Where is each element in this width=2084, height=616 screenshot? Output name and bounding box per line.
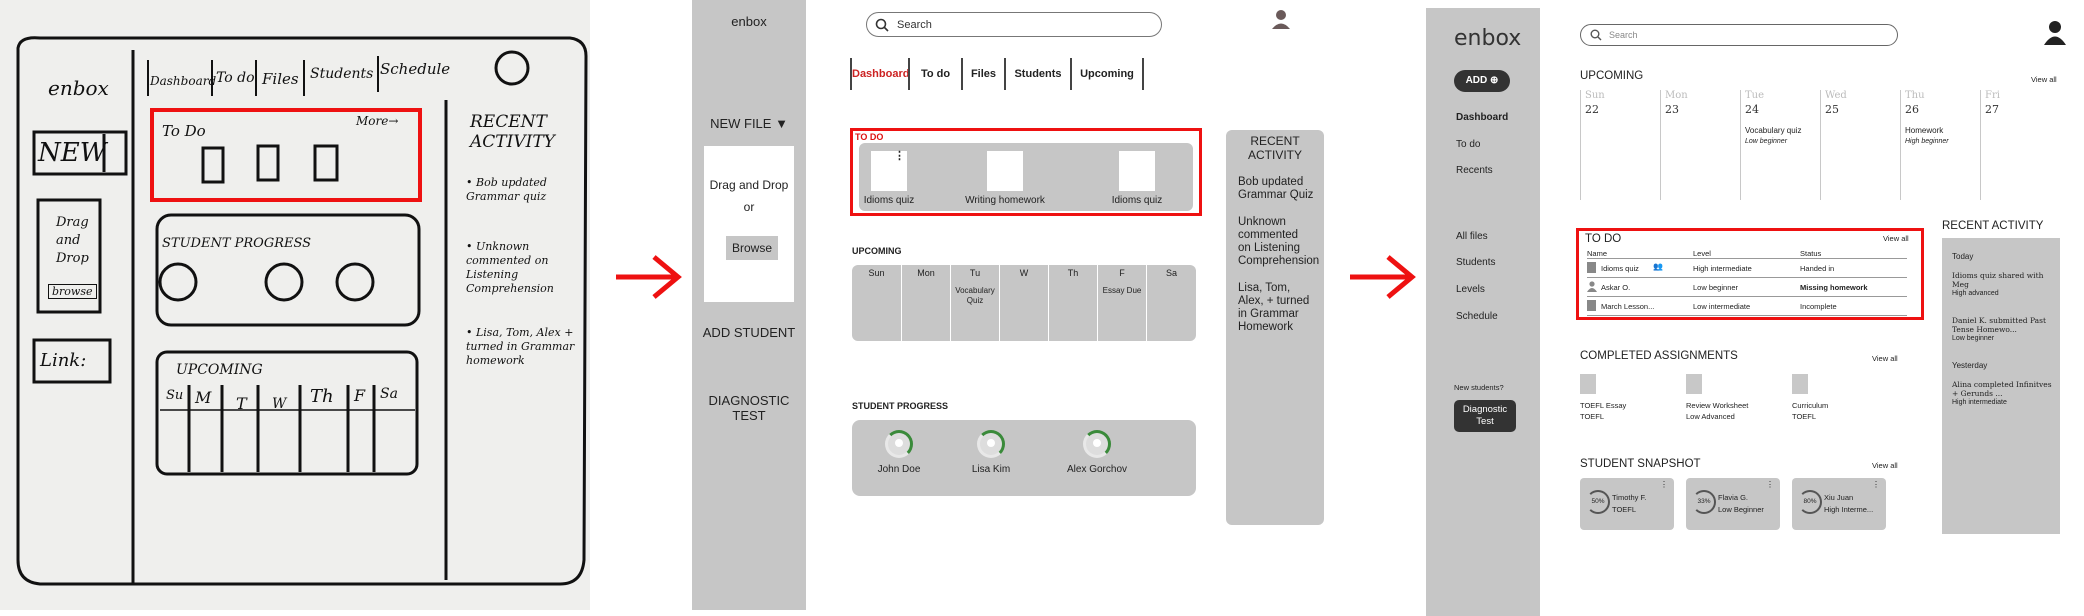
todo-card-label: Idioms quiz bbox=[863, 195, 915, 206]
todo-card[interactable] bbox=[1119, 151, 1155, 191]
sketch-drag-drop: Drag and Drop bbox=[56, 215, 89, 266]
todo-card-label: Writing homework bbox=[965, 195, 1045, 206]
calendar-day[interactable]: Tu Vocabulary Quiz bbox=[950, 265, 999, 341]
todo-title: TO DO bbox=[855, 132, 884, 142]
recent-activity-item[interactable]: Unknown commented on Listening Comprehension bbox=[1238, 216, 1320, 267]
calendar-day[interactable]: F Essay Due bbox=[1097, 265, 1146, 341]
view-all-link[interactable]: View all bbox=[1883, 234, 1909, 243]
sidebar-item-students[interactable]: Students bbox=[1456, 257, 1496, 268]
logo: enbox bbox=[1454, 26, 1522, 51]
todo-cards bbox=[859, 143, 1193, 211]
sidebar-item-dashboard[interactable]: Dashboard bbox=[1456, 112, 1509, 123]
table-header: Name Level Status bbox=[1587, 249, 1907, 259]
plus-circle-icon: ⊕ bbox=[1490, 75, 1499, 86]
sketch-todo: To Do bbox=[162, 122, 206, 140]
drop-zone-or: or bbox=[743, 200, 755, 214]
todo-card[interactable] bbox=[987, 151, 1023, 191]
student-progress-item[interactable]: Lisa Kim bbox=[946, 430, 1036, 475]
logo: enbox bbox=[731, 14, 767, 29]
student-snapshot-title: STUDENT SNAPSHOT bbox=[1580, 458, 1701, 470]
completed-assignment[interactable]: TOEFL Essay TOEFL bbox=[1580, 374, 1626, 422]
new-students-label: New students? bbox=[1454, 383, 1504, 392]
diagnostic-test-button[interactable]: DIAGNOSTIC TEST bbox=[708, 393, 790, 423]
calendar-day[interactable]: Thu 26 Homework High beginner bbox=[1900, 90, 1980, 200]
table-row[interactable]: Askar O. Low beginner Missing homework bbox=[1587, 278, 1907, 297]
recent-activity-title: RECENT ACTIVITY bbox=[1942, 220, 2044, 232]
sketch-new: NEW bbox=[38, 138, 107, 168]
recent-activity bbox=[1226, 130, 1324, 525]
todo-section bbox=[1576, 228, 1924, 320]
search-icon bbox=[875, 18, 889, 32]
recent-activity-item[interactable]: Daniel K. submitted Past Tense Homewo... Low beginner bbox=[1952, 316, 2046, 342]
todo-title: TO DO bbox=[1585, 233, 1622, 245]
sidebar-item-recents[interactable]: Recents bbox=[1456, 165, 1493, 176]
tab-files[interactable]: Files bbox=[961, 58, 1004, 90]
sketch-day: T bbox=[236, 394, 247, 413]
diagnostic-test-button[interactable]: Diagnostic Test bbox=[1454, 400, 1516, 432]
more-options-icon[interactable]: ⋮ bbox=[1872, 480, 1880, 489]
student-snapshot-card[interactable]: 50% Timothy F. TOEFL ⋮ bbox=[1580, 478, 1674, 530]
drop-zone-label: Drag and Drop bbox=[709, 178, 789, 192]
add-button[interactable]: ADD ⊕ bbox=[1454, 70, 1510, 92]
sketch-progress: STUDENT PROGRESS bbox=[162, 236, 312, 251]
tab-todo[interactable]: To do bbox=[908, 58, 961, 90]
search-placeholder: Search bbox=[897, 19, 932, 31]
table-row[interactable]: March Lesson... Low intermediate Incomplete bbox=[1587, 297, 1907, 316]
more-options-icon[interactable]: ⋮ bbox=[894, 150, 905, 162]
recent-activity-item[interactable]: Lisa, Tom, Alex, + turned in Grammar Homework bbox=[1238, 282, 1310, 333]
todo-table bbox=[1587, 249, 1907, 316]
document-icon bbox=[1587, 262, 1596, 273]
mockup-panel bbox=[1426, 0, 2084, 616]
flow-arrow-icon bbox=[1346, 252, 1418, 302]
calendar-day[interactable]: Fri 27 bbox=[1980, 90, 2060, 200]
student-progress-item[interactable]: Alex Gorchov bbox=[1052, 430, 1142, 475]
sketch-browse: browse bbox=[48, 284, 97, 299]
recent-group-label: Yesterday bbox=[1952, 361, 1988, 370]
sketch-day: Th bbox=[310, 386, 334, 407]
sidebar-item-levels[interactable]: Levels bbox=[1456, 284, 1485, 295]
progress-ring-icon bbox=[977, 430, 1005, 458]
user-avatar-icon[interactable] bbox=[1270, 8, 1292, 30]
calendar-day[interactable]: W bbox=[999, 265, 1048, 341]
student-progress-item[interactable]: John Doe bbox=[854, 430, 944, 475]
view-all-link[interactable]: View all bbox=[1872, 461, 1898, 470]
sketch-recent-title: RECENT ACTIVITY bbox=[470, 112, 555, 152]
search-input[interactable] bbox=[1580, 24, 1898, 46]
sketch-tab: Dashboard bbox=[150, 74, 217, 88]
flow-arrow-icon bbox=[612, 252, 684, 302]
upcoming-title: UPCOMING bbox=[852, 246, 902, 256]
calendar-day[interactable]: Sa bbox=[1146, 265, 1196, 341]
search-icon bbox=[1590, 29, 1602, 41]
sketch-logo: enbox bbox=[48, 76, 109, 100]
sketch-day: Sa bbox=[380, 386, 398, 402]
student-snapshot-card[interactable]: 80% Xiu Juan High Interme... ⋮ bbox=[1792, 478, 1886, 530]
todo-section bbox=[850, 128, 1202, 216]
wireframe-sidebar bbox=[692, 0, 806, 610]
sketch-more: More→ bbox=[356, 114, 399, 128]
todo-card-label: Idioms quiz bbox=[1111, 195, 1163, 206]
document-icon bbox=[1686, 374, 1702, 394]
sketch-tab: Schedule bbox=[380, 60, 451, 78]
table-row[interactable]: Idioms quiz 👥 High intermediate Handed in bbox=[1587, 259, 1907, 278]
upcoming-calendar bbox=[852, 265, 1196, 341]
sketch-day: M bbox=[195, 388, 212, 407]
drop-zone[interactable] bbox=[704, 146, 794, 302]
sidebar-item-todo[interactable]: To do bbox=[1456, 139, 1481, 150]
search-placeholder: Search bbox=[1609, 30, 1638, 40]
recent-activity-title: RECENT ACTIVITY bbox=[1247, 134, 1302, 162]
document-icon bbox=[1587, 300, 1596, 311]
sketch-tab: To do bbox=[216, 70, 255, 86]
upcoming-title: UPCOMING bbox=[1580, 70, 1644, 82]
calendar-day[interactable]: Wed 25 bbox=[1820, 90, 1900, 200]
student-progress-title: STUDENT PROGRESS bbox=[852, 401, 949, 411]
calendar-day[interactable]: Tue 24 Vocabulary quiz Low beginner bbox=[1740, 90, 1820, 200]
recent-activity-item[interactable]: Idioms quiz shared with Meg High advanced bbox=[1952, 271, 2044, 297]
tab-bar bbox=[850, 58, 1144, 90]
user-avatar-icon[interactable] bbox=[2044, 20, 2066, 46]
add-student-button[interactable]: ADD STUDENT bbox=[702, 325, 796, 340]
tab-students[interactable]: Students bbox=[1004, 58, 1070, 90]
sketch-day: Su bbox=[166, 388, 184, 403]
person-icon bbox=[1587, 281, 1597, 292]
progress-ring-icon bbox=[1083, 430, 1111, 458]
wireframe-panel bbox=[692, 0, 1342, 610]
search-input[interactable] bbox=[866, 12, 1162, 37]
recent-activity-item[interactable]: Alina completed Infinitves + Gerunds ... High intermediate bbox=[1952, 380, 2052, 406]
progress-ring-icon: 50% bbox=[1586, 490, 1610, 514]
view-all-link[interactable]: View all bbox=[2031, 75, 2057, 84]
document-icon bbox=[1580, 374, 1596, 394]
recent-activity bbox=[1942, 238, 2060, 534]
calendar-day[interactable]: Mon bbox=[901, 265, 950, 341]
calendar-day[interactable]: Sun bbox=[868, 268, 885, 278]
sketch-link: Link: bbox=[40, 350, 87, 371]
shared-users-icon: 👥 bbox=[1653, 262, 1663, 271]
sketch-upcoming: UPCOMING bbox=[176, 362, 263, 378]
sidebar-item-all-files[interactable]: All files bbox=[1456, 231, 1488, 242]
progress-ring-icon bbox=[885, 430, 913, 458]
sketch-tab: Students bbox=[310, 66, 374, 82]
sidebar-item-schedule[interactable]: Schedule bbox=[1456, 311, 1498, 322]
progress-ring-icon: 80% bbox=[1798, 490, 1822, 514]
more-options-icon[interactable]: ⋮ bbox=[1766, 480, 1774, 489]
more-options-icon[interactable]: ⋮ bbox=[1660, 480, 1668, 489]
calendar-day[interactable]: Sun 22 bbox=[1580, 90, 1660, 200]
new-file-button[interactable]: NEW FILE ▼ bbox=[710, 116, 788, 131]
student-snapshot-card[interactable]: 33% Flavia G. Low Beginner ⋮ bbox=[1686, 478, 1780, 530]
calendar-day[interactable]: Mon 23 bbox=[1660, 90, 1740, 200]
browse-button[interactable]: Browse bbox=[726, 236, 778, 260]
completed-assignments-title: COMPLETED ASSIGNMENTS bbox=[1580, 350, 1738, 362]
completed-assignment[interactable]: Review Worksheet Low Advanced bbox=[1686, 374, 1748, 422]
sketch-panel bbox=[0, 0, 590, 610]
sketch-recent-item: • Lisa, Tom, Alex + turned in Grammar homework bbox=[466, 326, 575, 367]
sketch-recent-item: • Bob updated Grammar quiz bbox=[466, 176, 547, 203]
recent-group-label: Today bbox=[1952, 252, 1974, 261]
sketch-day: F bbox=[354, 386, 366, 405]
tab-dashboard[interactable]: Dashboard bbox=[850, 58, 908, 90]
tab-upcoming[interactable]: Upcoming bbox=[1070, 58, 1144, 90]
upcoming-calendar bbox=[1580, 90, 2060, 200]
document-icon bbox=[1792, 374, 1808, 394]
sketch-day: W bbox=[272, 396, 287, 412]
view-all-link[interactable]: View all bbox=[1872, 354, 1898, 363]
recent-activity-item[interactable]: Bob updated Grammar Quiz bbox=[1238, 176, 1314, 201]
progress-ring-icon: 33% bbox=[1692, 490, 1716, 514]
sketch-recent-item: • Unknown commented on Listening Comprehension bbox=[466, 240, 554, 295]
todo-card[interactable] bbox=[871, 151, 907, 191]
student-progress bbox=[852, 420, 1196, 496]
completed-assignment[interactable]: Curriculum TOEFL bbox=[1792, 374, 1828, 422]
sketch-tab: Files bbox=[262, 70, 299, 88]
calendar-day[interactable]: Th bbox=[1048, 265, 1097, 341]
